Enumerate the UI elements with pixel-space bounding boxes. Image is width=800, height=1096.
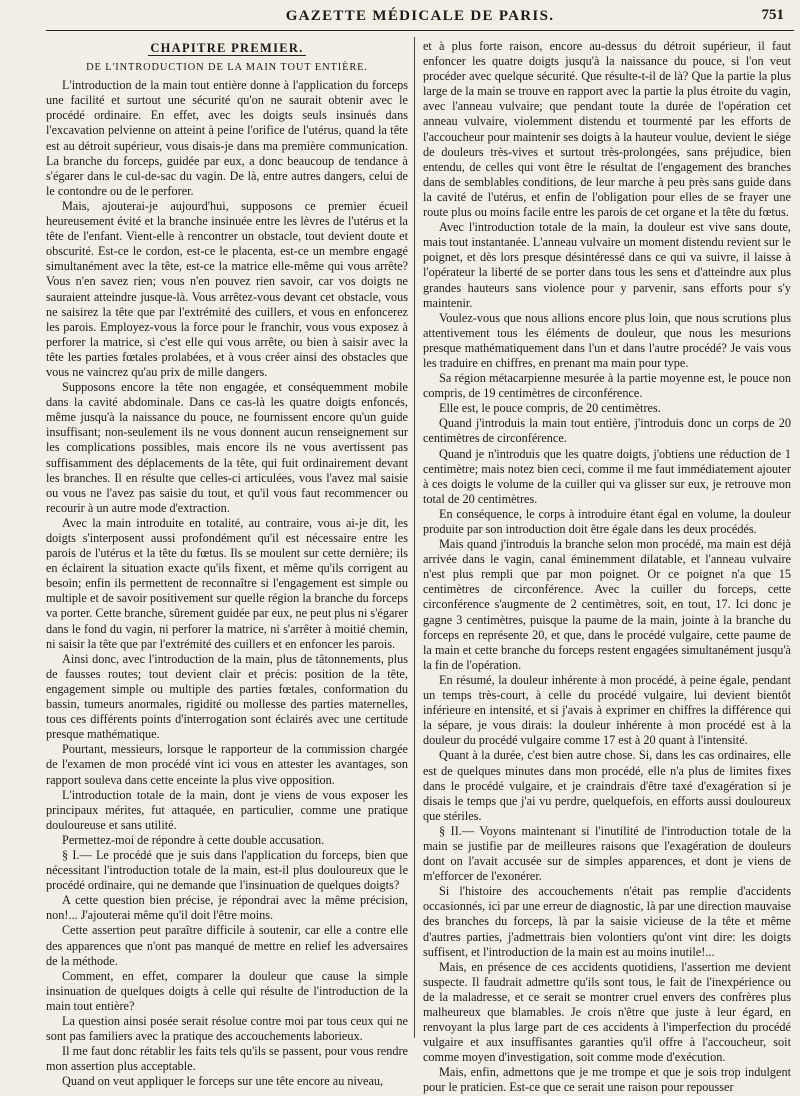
paragraph: Pourtant, messieurs, lorsque le rapporteur de la commission chargée de l'examen de mon procédé vint ici vous en attester les avantages, son rapport souleva dans cette enceinte la plus vive opposition. <box>46 742 408 787</box>
paragraph: et à plus forte raison, encore au-dessus du détroit supérieur, il faut enfoncer les quatre doigts jusqu'à la naissance du pouce, si l'on veut procéder avec quelque sécurité. Que résulte-t-il de là? Que la partie la plus large de la main se trouve en rapport avec la partie la plus étroite du vagin, avec l'anneau vulvaire; que pendant toute la durée de l'opération cet anneau vulvaire, violemment distendu et tourmenté par les efforts de l'accoucheur pour maintenir ses doigts à la hauteur voulue, devient le siége de douleurs très-vives et surtout très-prolongées, sans préjudice, bien entendu, de celles qui vont être le résultat de l'engagement des branches dans de semblables conditions, de leur marche à peu près sans guide dans la cavité de l'utérus, et enfin de l'obligation pour elles de se frayer une route plus ou moins facile entre les parois de cet organe et la tête du fœtus. <box>423 39 791 220</box>
paragraph: Mais, en présence de ces accidents quotidiens, l'assertion me devient suspecte. Il faudrait admettre qu'ils sont tous, le fait de l'inexpérience ou de la maladresse, et ce serait se montrer cruel envers des confrères plus malheureux que blamables. Je crois n'être que juste à leur égard, en renvoyant la plus large part de ces accidents à l'imperfection du procédé vulgaire et aux insuffisantes garanties qu'il offre à l'accoucheur, soit comme moyen d'investigation, soit comme mode d'exécution. <box>423 959 791 1065</box>
paragraph: L'introduction de la main tout entière donne à l'application du forceps une facilité et surtout une sécurité qu'on ne saurait obtenir avec le procédé ordinaire. En effet, avec les doigts seuls insinués dans l'excavation pelvienne on atteint à peine l'orifice de l'utérus, quand la tête est au détroit supérieur, vous disais-je dans ma première communication. La branche du forceps, guidée par eux, a donc beaucoup de tendance à s'égarer dans le cul-de-sac du vagin. De là, entre autres dangers, celui de le contondre ou de le perforer. <box>46 78 408 198</box>
paragraph: Quand je n'introduis que les quatre doigts, j'obtiens une réduction de 1 centimètre; mais notez bien ceci, comme il me faut immédiatement ajouter à ces doigts le volume de la cuiller qui va glisser sur eux, je retrouve mon total de 20 centimètres. <box>423 446 791 506</box>
paragraph: Comment, en effet, comparer la douleur que cause la simple insinuation de quelques doigts à celle qui résulte de l'introduction de la main tout entière? <box>46 968 408 1013</box>
section-paragraph: § I.— Le procédé que je suis dans l'application du forceps, bien que nécessitant l'introduction totale de la main, est-il plus douloureux que le procédé ordinaire, qui ne demande que l'insinuation de quelques doigts? <box>46 847 408 893</box>
paragraph: Si l'histoire des accouchements n'était pas remplie d'accidents occasionnés, ici par une erreur de diagnostic, là par une direction mauvaise des branches du forceps, là par la saisie vicieuse de la tête et même d'autres parties, j'admettrais bien volontiers qu'ont vint dire: les doigts suffisent, et l'introduction de la main est au moins inutile!... <box>423 884 791 959</box>
paragraph: Ainsi donc, avec l'introduction de la main, plus de tâtonnements, plus de fausses routes; tout devient clair et précis: position de la tête, engagement simple ou multiple des parties fœtales, conformation du bassin, tumeurs anormales, rigidité ou mollesse des parties maternelles, tous ces différents points d'interrogation sont éclairés avec une certitude presque mathématique. <box>46 651 408 742</box>
section-paragraph: § II.— Voyons maintenant si l'inutilité de l'introduction totale de la main se justifie par de meilleures raisons que l'exagération de douleurs dont on l'avait accusée sur de simples apparences, et dont je viens de m'efforcer de l'exonérer. <box>423 823 791 884</box>
paragraph: L'introduction totale de la main, dont je viens de vous exposer les principaux mérites, fut attaquée, en particulier, comme une pratique douloureuse et sans utilité. <box>46 787 408 832</box>
text-columns <box>46 33 794 1095</box>
paragraph: Quand on veut appliquer le forceps sur une tête encore au niveau, <box>62 1074 384 1089</box>
chapter-subtitle: DE L'INTRODUCTION DE LA MAIN TOUT ENTIÈRE. <box>86 62 368 74</box>
paragraph: Elle est, le pouce compris, de 20 centimètres. <box>439 401 661 416</box>
paragraph: En résumé, la douleur inhérente à mon procédé, à peine égale, pendant un temps très-court, à celle du procédé vulgaire, lui devient bientôt inférieure en intensité, et si j'avais à exprimer en chiffres la différence qui la sépare, je vous dirais: la douleur inhérente à mon procédé est à la douleur du procédé vulgaire comme 17 est à 20 quant à l'intensité. <box>423 672 791 748</box>
page-number: 751 <box>761 7 784 23</box>
paragraph: Supposons encore la tête non engagée, et conséquemment mobile dans la cavité abdominale. Dans ce cas-là les quatre doigts enfoncés, même jusqu'à la naissance du pouce, ne fournissent encore qu'un guide insuffisant; non-seulement ils ne vous donnent aucun renseignement sur les complications possibles, mais encore ils ne vous avertissent pas suffisamment des déplacements de la tête, qui fuit ordinairement devant les branches. Il en résulte que celles-ci articulées, vous l'avez mal saisie ou vous ne l'avez pas saisie du tout, et qu'il vous faut recommencer ou recourir à un autre mode d'extraction. <box>46 380 408 515</box>
paragraph: Quand j'introduis la main tout entière, j'introduis donc un corps de 20 centimètres de circonférence. <box>423 416 791 446</box>
left-column <box>46 33 414 1089</box>
paragraph: Cette assertion peut paraître difficile à soutenir, car elle a contre elle des apparences que n'ont pas manqué de mettre en relief les adversaires de la méthode. <box>46 923 408 968</box>
chapter-heading: CHAPITRE PREMIER. <box>150 41 304 55</box>
paragraph: Avec la main introduite en totalité, au contraire, vous ai-je dit, les doigts s'interposent aussi profondément qu'il est nécessaire entre les parois de l'utérus et la tête du fœtus. Ils se moulent sur cette dernière; ils en éclairent la situation exacte qu'ils fixent, et même qu'ils corrigent au besoin; enfin ils permettent de reconnaître si l'engagement est simple ou multiple et de savoir positivement sur quelle région la branche du forceps va porter. Cette branche, sûrement guidée par eux, ne peut plus ni s'égarer dans le fond du vagin, ni perforer la matrice, ni s'arrêter à moitié chemin, ni saisir la tête que par l'extrémité des cuillers et en enfoncer les parois. <box>46 515 408 651</box>
page-header <box>46 0 794 31</box>
paragraph: Il me faut donc rétablir les faits tels qu'ils se passent, pour vous rendre mon assertion plus acceptable. <box>46 1044 408 1074</box>
paragraph: Mais, enfin, admettons que je me trompe et que je sois trop indulgent pour le praticien. Est-ce que ce serait une raison pour repousser <box>423 1065 791 1095</box>
paragraph: A cette question bien précise, je répondrai avec la même précision, non!... J'ajouterai même qu'il doit l'être moins. <box>46 893 408 923</box>
paragraph: Voulez-vous que nous allions encore plus loin, que nous scrutions plus attentivement tous les éléments de douleur, que nous les mesurions presque mathématiquement dans l'un et dans l'autre procédé? Je vais vous les traduire en chiffres, en prenant ma main pour type. <box>423 310 791 370</box>
paragraph: Mais quand j'introduis la branche selon mon procédé, ma main est déjà arrivée dans le vagin, canal éminemment dilatable, et l'anneau vulvaire n'est plus rempli que par mon poignet. Or ce poignet n'a que 15 centimètres de circonférence. Avec la cuiller du forceps, cette circonférence s'augmente de 2 centimètres, soit, en tout, 17. Ici donc je gagne 3 centimètres, puisque la paume de la main, jointe à la branche du forceps en représente 20, et que, dans le procédé vulgaire, cette paume de la main et cette branche du forceps restent engagées simultanément jusqu'à la fin de l'opération. <box>423 537 791 672</box>
paragraph: Sa région métacarpienne mesurée à la partie moyenne est, le pouce non compris, de 19 centimètres de circonférence. <box>423 371 791 401</box>
paragraph: La question ainsi posée serait résolue contre moi par tous ceux qui ne sont pas familiers avec la pratique des accouchements laborieux. <box>46 1014 408 1044</box>
journal-title: GAZETTE MÉDICALE DE PARIS. <box>285 8 555 24</box>
right-column <box>415 33 791 1095</box>
paragraph: En conséquence, le corps à introduire étant égal en volume, la douleur produite par son introduction doit être égale dans les deux procédés. <box>423 506 791 536</box>
paragraph: Avec l'introduction totale de la main, la douleur est vive sans doute, mais tout instantanée. L'anneau vulvaire un moment distendu revient sur le poignet, et dès lors presque désintéressé dans ce qui va suivre, il laisse à l'opérateur la liberté de se porter dans tous les sens et d'atteindre aux plus grandes hauteurs sans violence pour y parvenir, sans efforts pour s'y maintenir. <box>423 220 791 310</box>
paragraph: Mais, ajouterai-je aujourd'hui, supposons ce premier écueil heureusement évité et la branche insinuée entre les lèvres de l'utérus et la tête de l'enfant. Vient-elle à rencontrer un obstacle, tout devient doute et obscurité. Est-ce le cordon, est-ce le placenta, est-ce un membre engagé simultanément avec la tête, est-ce la matrice elle-même qui vous arrête? Vous n'en savez rien; vous n'en pouvez rien savoir, car vos doigts ne sauraient atteindre jusque-là. Vous arrêtez-vous devant cet obstacle, vous ne saisirez la tête que par l'extrémité des cuillers, et vous en enfoncerez les parois. Employez-vous la force pour le franchir, vous vous exposez à perforer la matrice, si c'est elle qui vous arrête, ou bien à saisir avec la tête les parties fœtales prolabées, et à vous créer ainsi des obstacles que vous ne vaincrez qu'au prix de mille dangers. <box>46 198 408 379</box>
paragraph: Permettez-moi de répondre à cette double accusation. <box>62 832 325 847</box>
paragraph: Quant à la durée, c'est bien autre chose. Si, dans les cas ordinaires, elle est de quelques minutes dans mon procédé, elle n'a plus de limites fixes dans le procédé vulgaire, et je craindrais d'être taxé d'exagération si je disais le temps que j'ai vu perdre, quelquefois, en efforts aussi douloureux que stériles. <box>423 748 791 823</box>
